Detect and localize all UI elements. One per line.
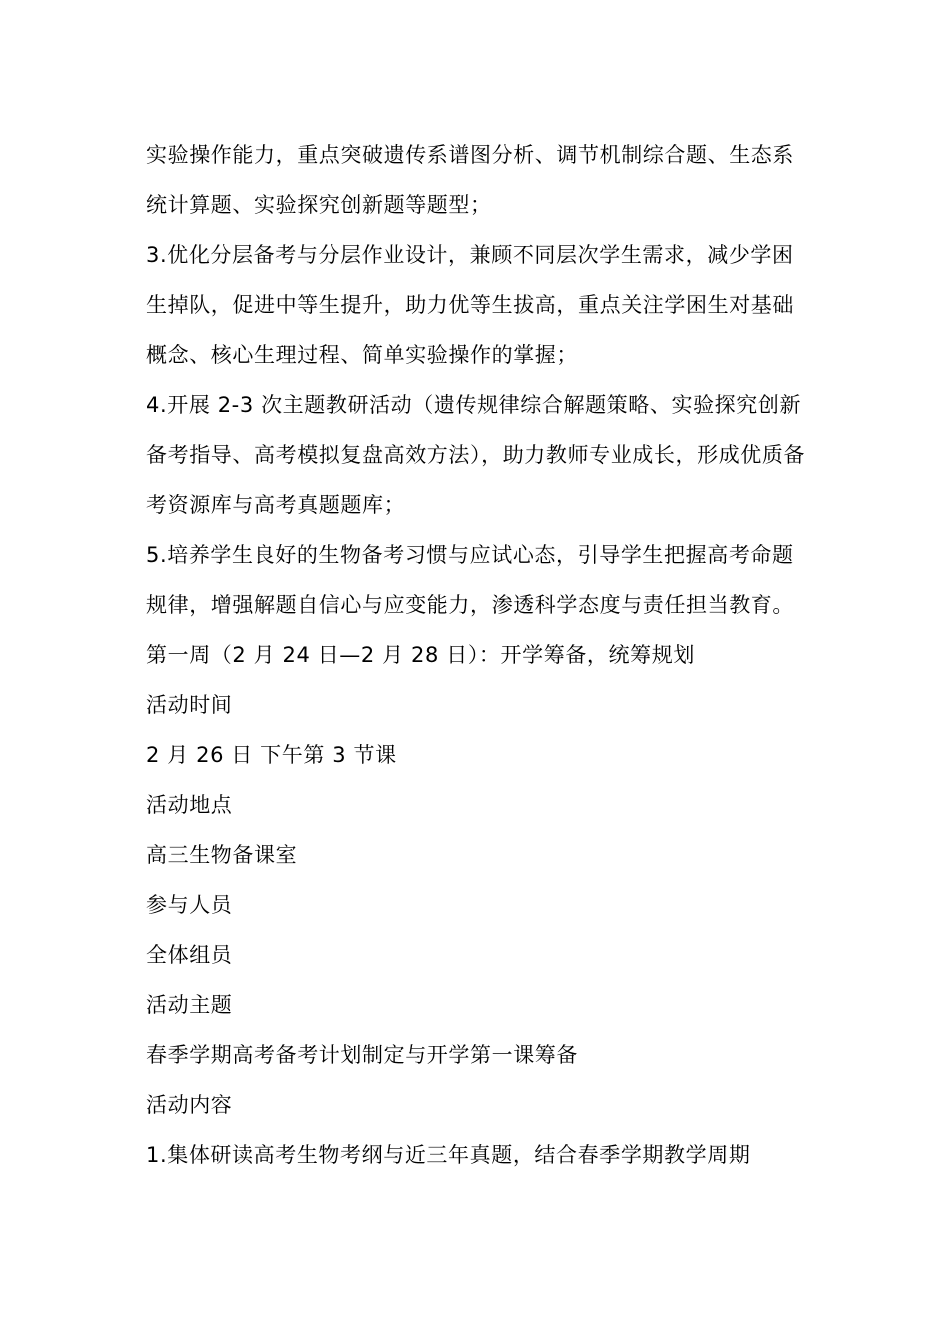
document-body <box>146 130 811 1180</box>
activity-theme-value: 春季学期高考备考计划制定与开学第一课筹备 <box>146 1043 578 1067</box>
activity-content-label: 活动内容 <box>146 1093 233 1117</box>
activity-time-label: 活动时间 <box>146 693 233 717</box>
activity-theme-label: 活动主题 <box>146 993 233 1017</box>
paragraph-practical-skills: 实验操作能力，重点突破遗传系谱图分析、调节机制综合题、生态系统计算题、实验探究创新题等题型； <box>146 143 794 217</box>
activity-time-value: 2 月 26 日 下午第 3 节课 <box>146 743 397 767</box>
participants-label: 参与人员 <box>146 893 233 917</box>
participants-value: 全体组员 <box>146 943 233 967</box>
activity-content-item-1: 1.集体研读高考生物考纲与近三年真题，结合春季学期教学周期 <box>146 1143 751 1167</box>
paragraph-item-4-research-activities: 4.开展 2-3 次主题教研活动（遗传规律综合解题策略、实验探究创新备考指导、高考模拟复盘高效方法），助力教师专业成长，形成优质备考资源库与高考真题题库； <box>146 393 806 517</box>
paragraph-item-3-layered-prep: 3.优化分层备考与分层作业设计，兼顾不同层次学生需求，减少学困生掉队，促进中等生提升，助力优等生拔高，重点关注学困生对基础概念、核心生理过程、简单实验操作的掌握； <box>146 243 794 367</box>
week-one-heading: 第一周（2 月 24 日—2 月 28 日）：开学筹备，统筹规划 <box>146 643 695 667</box>
activity-location-label: 活动地点 <box>146 793 233 817</box>
paragraph-item-5-study-habits: 5.培养学生良好的生物备考习惯与应试心态，引导学生把握高考命题规律，增强解题自信心与应变能力，渗透科学态度与责任担当教育。 <box>146 543 794 617</box>
activity-location-value: 高三生物备课室 <box>146 843 298 867</box>
